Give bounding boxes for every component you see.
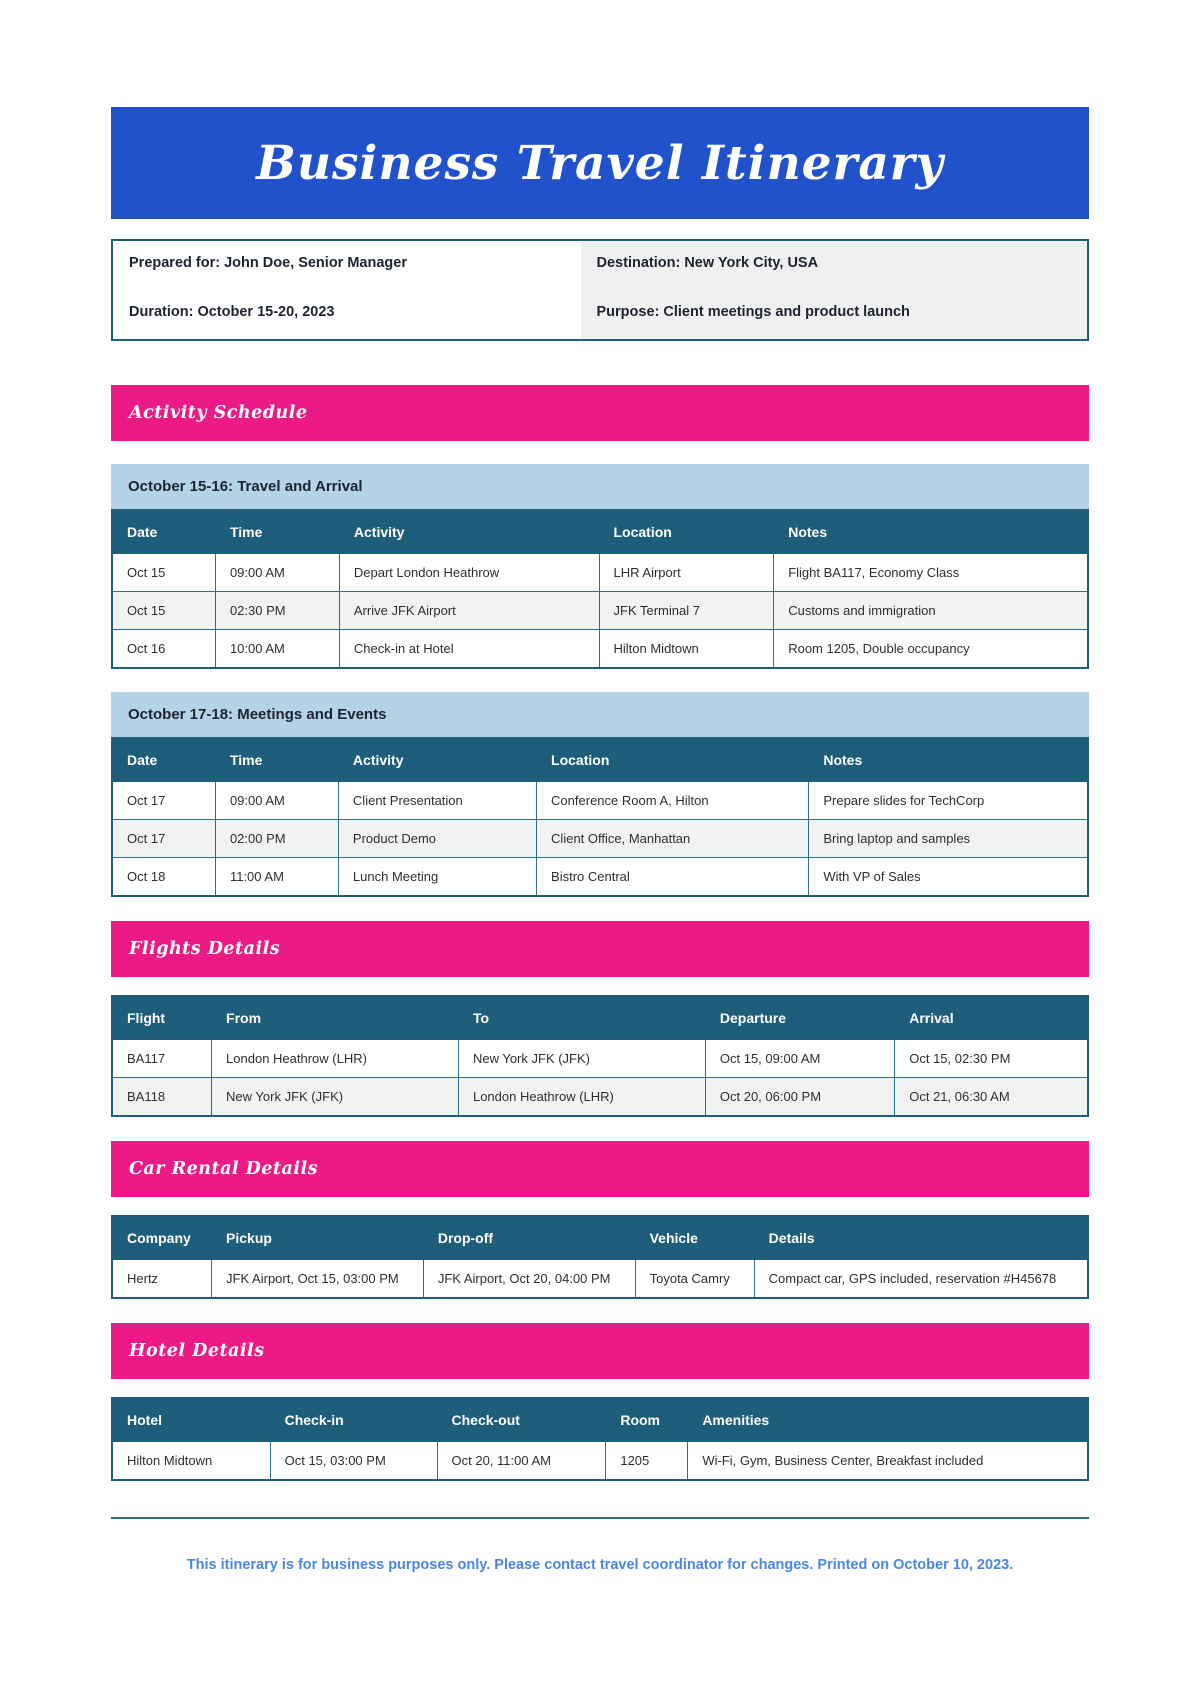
section-banner-flights-details [111,921,1089,977]
table-cell-date: Oct 17 [112,782,215,820]
table-cell-activity: Check-in at Hotel [339,630,599,669]
trip-info-purpose: Purpose: Client meetings and product launch [581,290,1087,339]
table-cell-hotel: Hilton Midtown [112,1442,270,1481]
column-header-hotel: Hotel [112,1398,270,1442]
table-cell-arrival: Oct 21, 06:30 AM [895,1078,1088,1117]
column-header-notes: Notes [774,510,1088,554]
table-cell-date: Oct 18 [112,858,215,897]
table-header-row [112,996,1088,1040]
table-cell-room: 1205 [606,1442,688,1481]
table-row [112,858,1088,897]
table-row [112,630,1088,669]
title-banner [111,107,1089,219]
table-cell-time: 02:30 PM [215,592,339,630]
table-cell-arrival: Oct 15, 02:30 PM [895,1040,1088,1078]
table-cell-date: Oct 15 [112,554,215,592]
column-header-location: Location [537,738,809,782]
table-cell-to: New York JFK (JFK) [458,1040,705,1078]
trip-info-prepared-for: Prepared for: John Doe, Senior Manager [113,241,581,290]
trip-info-destination: Destination: New York City, USA [581,241,1087,290]
table-cell-amenities: Wi-Fi, Gym, Business Center, Breakfast included [688,1442,1088,1481]
table-cell-location: Client Office, Manhattan [537,820,809,858]
table-cell-date: Oct 16 [112,630,215,669]
subsection-header-meetings-events: October 17-18: Meetings and Events [111,692,1089,737]
column-header-time: Time [215,738,338,782]
table-cell-time: 11:00 AM [215,858,338,897]
column-header-vehicle: Vehicle [635,1216,754,1260]
section-banner-activity-schedule [111,385,1089,441]
section-heading-activity-schedule: Activity Schedule [129,403,308,423]
table-cell-location: Hilton Midtown [599,630,774,669]
footer-note: This itinerary is for business purposes only. Please contact travel coordinator for changes. Printed on October 10, 2023. [186,1557,1014,1573]
table-cell-time: 02:00 PM [215,820,338,858]
table-cell-location: Conference Room A, Hilton [537,782,809,820]
column-header-time: Time [215,510,339,554]
table-cell-checkin: Oct 15, 03:00 PM [270,1442,437,1481]
table-cell-to: London Heathrow (LHR) [458,1078,705,1117]
column-header-company: Company [112,1216,212,1260]
table-cell-location: JFK Terminal 7 [599,592,774,630]
table-header-row [112,510,1088,554]
column-header-to: To [458,996,705,1040]
table-cell-location: Bistro Central [537,858,809,897]
table-cell-location: LHR Airport [599,554,774,592]
table-cell-date: Oct 15 [112,592,215,630]
meetings-events-table [111,737,1089,897]
column-header-flight: Flight [112,996,212,1040]
table-cell-time: 10:00 AM [215,630,339,669]
table-cell-dropoff: JFK Airport, Oct 20, 04:00 PM [423,1260,635,1299]
trip-info-duration: Duration: October 15-20, 2023 [113,290,581,339]
column-header-notes: Notes [809,738,1088,782]
column-header-details: Details [754,1216,1088,1260]
table-header-row [112,738,1088,782]
table-cell-departure: Oct 15, 09:00 AM [705,1040,894,1078]
column-header-from: From [212,996,459,1040]
table-cell-from: London Heathrow (LHR) [212,1040,459,1078]
table-cell-notes: Customs and immigration [774,592,1088,630]
column-header-room: Room [606,1398,688,1442]
column-header-checkin: Check-in [270,1398,437,1442]
car-rental-table [111,1215,1089,1299]
column-header-location: Location [599,510,774,554]
table-cell-time: 09:00 AM [215,782,338,820]
table-header-row [112,1216,1088,1260]
table-cell-flight: BA117 [112,1040,212,1078]
table-cell-date: Oct 17 [112,820,215,858]
column-header-activity: Activity [339,510,599,554]
table-cell-activity: Client Presentation [338,782,536,820]
table-cell-activity: Lunch Meeting [338,858,536,897]
table-cell-notes: Room 1205, Double occupancy [774,630,1088,669]
subsection-header-travel-arrival: October 15-16: Travel and Arrival [111,464,1089,509]
column-header-departure: Departure [705,996,894,1040]
table-cell-checkout: Oct 20, 11:00 AM [437,1442,606,1481]
section-heading-flights-details: Flights Details [129,939,281,959]
table-cell-flight: BA118 [112,1078,212,1117]
section-banner-hotel-details [111,1323,1089,1379]
table-row [112,1078,1088,1117]
column-header-dropoff: Drop-off [423,1216,635,1260]
table-cell-vehicle: Toyota Camry [635,1260,754,1299]
trip-info-box [111,239,1089,341]
flights-table [111,995,1089,1117]
table-row [112,592,1088,630]
column-header-pickup: Pickup [212,1216,424,1260]
page-title: Business Travel Itinerary [256,135,944,191]
column-header-date: Date [112,738,215,782]
column-header-arrival: Arrival [895,996,1088,1040]
section-banner-car-rental-details [111,1141,1089,1197]
table-row [112,554,1088,592]
table-header-row [112,1398,1088,1442]
table-cell-activity: Depart London Heathrow [339,554,599,592]
section-heading-hotel-details: Hotel Details [129,1341,265,1361]
table-row [112,820,1088,858]
table-cell-company: Hertz [112,1260,212,1299]
footer-divider [111,1517,1089,1519]
table-row [112,1040,1088,1078]
table-row [112,1260,1088,1299]
table-cell-departure: Oct 20, 06:00 PM [705,1078,894,1117]
column-header-date: Date [112,510,215,554]
table-cell-notes: With VP of Sales [809,858,1088,897]
table-cell-pickup: JFK Airport, Oct 15, 03:00 PM [212,1260,424,1299]
table-cell-time: 09:00 AM [215,554,339,592]
section-heading-car-rental-details: Car Rental Details [129,1159,319,1179]
travel-arrival-table [111,509,1089,669]
column-header-activity: Activity [338,738,536,782]
hotel-table [111,1397,1089,1481]
table-row [112,782,1088,820]
table-cell-notes: Prepare slides for TechCorp [809,782,1088,820]
table-cell-details: Compact car, GPS included, reservation #H45678 [754,1260,1088,1299]
table-cell-activity: Arrive JFK Airport [339,592,599,630]
column-header-checkout: Check-out [437,1398,606,1442]
table-cell-notes: Bring laptop and samples [809,820,1088,858]
table-cell-activity: Product Demo [338,820,536,858]
table-row [112,1442,1088,1481]
table-cell-notes: Flight BA117, Economy Class [774,554,1088,592]
itinerary-document [111,0,1089,1573]
table-cell-from: New York JFK (JFK) [212,1078,459,1117]
column-header-amenities: Amenities [688,1398,1088,1442]
